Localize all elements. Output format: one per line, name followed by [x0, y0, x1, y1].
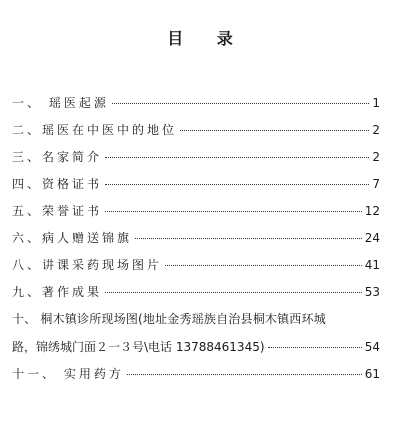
toc-entry [12, 308, 380, 358]
toc-entry-label: 五、荣誉证书 [12, 200, 102, 222]
toc-entry [12, 92, 380, 114]
toc-entry [12, 254, 380, 276]
toc-entry-label: 三、名家简介 [12, 146, 102, 168]
toc-entry-page: 7 [372, 177, 380, 191]
toc-entry-page: 54 [364, 340, 380, 354]
toc-entry-page: 61 [364, 367, 380, 381]
page-title: 目 录 [167, 29, 247, 48]
toc-entry [12, 281, 380, 303]
toc-entry [12, 173, 380, 195]
dot-leader [105, 184, 369, 185]
dot-leader [135, 238, 362, 239]
toc-entry-page: 53 [364, 285, 380, 299]
toc-entry-label: 四、资格证书 [12, 173, 102, 195]
dot-leader [105, 157, 369, 158]
dot-leader [105, 292, 362, 293]
toc-entry-label: 二、瑶医在中医中的地位 [12, 119, 177, 141]
dot-leader [165, 265, 362, 266]
toc-entry [12, 119, 380, 141]
toc-entry [12, 200, 380, 222]
toc-entry-page: 24 [364, 231, 380, 245]
dot-leader [105, 211, 362, 212]
toc-entry-label: 六、病人赠送锦旗 [12, 227, 132, 249]
table-of-contents [12, 92, 380, 390]
toc-entry-label-line1: 十、 桐木镇诊所现场图(地址金秀瑶族自治县桐木镇西环城 [12, 312, 326, 326]
toc-entry-page: 12 [364, 204, 380, 218]
dot-leader [268, 347, 362, 348]
toc-entry [12, 146, 380, 168]
toc-entry-page: 2 [372, 150, 380, 164]
toc-entry-label: 八、讲课采药现场图片 [12, 254, 162, 276]
toc-entry-page: 41 [364, 258, 380, 272]
toc-entry-label: 一、 瑶医起源 [12, 92, 109, 114]
toc-entry-page: 2 [372, 123, 380, 137]
toc-entry [12, 363, 380, 385]
dot-leader [127, 374, 362, 375]
dot-leader [180, 130, 369, 131]
toc-entry-page: 1 [372, 96, 380, 110]
toc-entry-label: 十一、 实用药方 [12, 363, 124, 385]
toc-entry-label: 九、著作成果 [12, 281, 102, 303]
toc-entry [12, 227, 380, 249]
dot-leader [112, 103, 370, 104]
toc-entry-label-line2: 路，锦绣城门面２一３号\电话 13788461345) [12, 336, 265, 358]
